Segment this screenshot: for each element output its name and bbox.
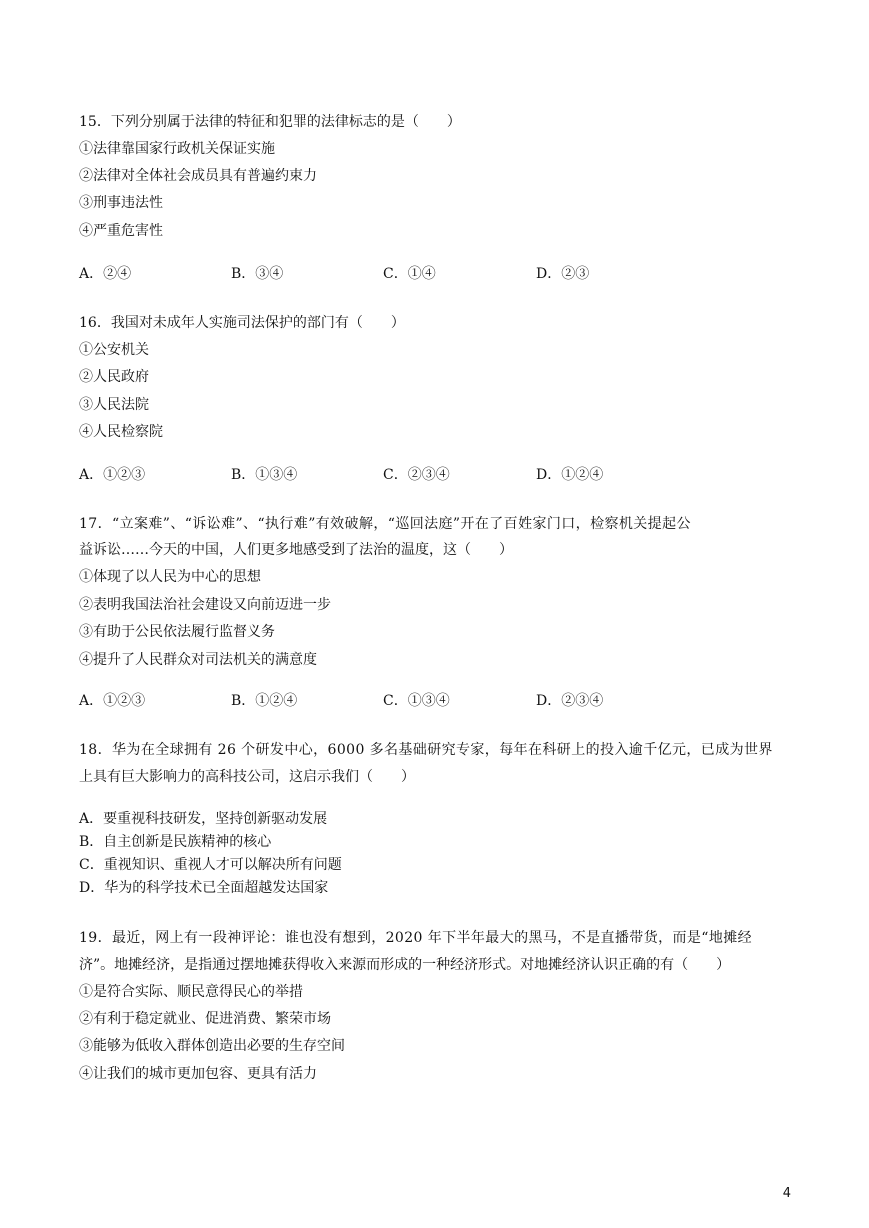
question-15-option-d: D．②③	[536, 266, 590, 282]
question-15-statement-3: ③刑事违法性	[79, 195, 163, 211]
question-17-stem-line-2: 益诉讼……今天的中国，人们更多地感受到了法治的温度，这（ ）	[79, 542, 513, 558]
page-number: 4	[782, 1186, 791, 1201]
question-19-stem-line-2: 济”。地摊经济，是指通过摆地摊获得收入来源而形成的一种经济形式。对地摊经济认识正确的有（ ）	[79, 957, 731, 973]
question-19-statement-2: ②有利于稳定就业、促进消费、繁荣市场	[79, 1011, 331, 1027]
question-19-statement-4: ④让我们的城市更加包容、更具有活力	[79, 1066, 317, 1082]
question-16-option-c: C．②③④	[383, 467, 450, 483]
question-16-option-a: A．①②③	[79, 467, 146, 483]
question-17-option-d: D．②③④	[536, 693, 604, 709]
question-17-statement-2: ②表明我国法治社会建设又向前迈进一步	[79, 597, 331, 613]
question-19-stem-line-1: 19．最近，网上有一段神评论：谁也没有想到，2020 年下半年最大的黑马，不是直播带货，而是“地摊经	[79, 930, 753, 946]
question-16-statement-2: ②人民政府	[79, 369, 149, 385]
question-15-option-a: A．②④	[79, 266, 132, 282]
question-17-option-c: C．①③④	[383, 693, 450, 709]
question-18-stem-line-1: 18．华为在全球拥有 26 个研发中心，6000 多名基础研究专家，每年在科研上的投入逾千亿元，已成为世界	[79, 742, 773, 758]
question-19-statement-3: ③能够为低收入群体创造出必要的生存空间	[79, 1038, 345, 1054]
question-15-option-b: B．③④	[231, 266, 284, 282]
question-16-stem: 16．我国对未成年人实施司法保护的部门有（ ）	[79, 315, 405, 331]
question-16-statement-4: ④人民检察院	[79, 424, 163, 440]
question-15-statement-4: ④严重危害性	[79, 223, 163, 239]
question-16-statement-3: ③人民法院	[79, 397, 149, 413]
question-17-option-b: B．①②④	[231, 693, 298, 709]
question-16-option-b: B．①③④	[231, 467, 298, 483]
question-17-statement-3: ③有助于公民依法履行监督义务	[79, 624, 275, 640]
question-18-option-b: B．自主创新是民族精神的核心	[79, 834, 272, 850]
question-17-option-a: A．①②③	[79, 693, 146, 709]
question-16-option-d: D．①②④	[536, 467, 604, 483]
question-16-statement-1: ①公安机关	[79, 342, 149, 358]
question-17-statement-4: ④提升了人民群众对司法机关的满意度	[79, 652, 317, 668]
question-15-option-c: C．①④	[383, 266, 436, 282]
question-15-statement-1: ①法律靠国家行政机关保证实施	[79, 141, 275, 157]
question-19-statement-1: ①是符合实际、顺民意得民心的举措	[79, 984, 303, 1000]
question-17-stem-line-1: 17．“立案难”、“诉讼难”、“执行难”有效破解，“巡回法庭”开在了百姓家门口，检察机关提起公	[79, 516, 691, 532]
question-17-statement-1: ①体现了以人民为中心的思想	[79, 569, 261, 585]
question-18-stem-line-2: 上具有巨大影响力的高科技公司，这启示我们（ ）	[79, 769, 415, 785]
question-18-option-c: C．重视知识、重视人才可以解决所有问题	[79, 857, 342, 873]
question-18-option-a: A．要重视科技研发，坚持创新驱动发展	[79, 811, 328, 827]
question-15-stem: 15．下列分别属于法律的特征和犯罪的法律标志的是（ ）	[79, 114, 461, 130]
question-15-statement-2: ②法律对全体社会成员具有普遍约束力	[79, 168, 317, 184]
question-18-option-d: D．华为的科学技术已全面超越发达国家	[79, 880, 329, 896]
